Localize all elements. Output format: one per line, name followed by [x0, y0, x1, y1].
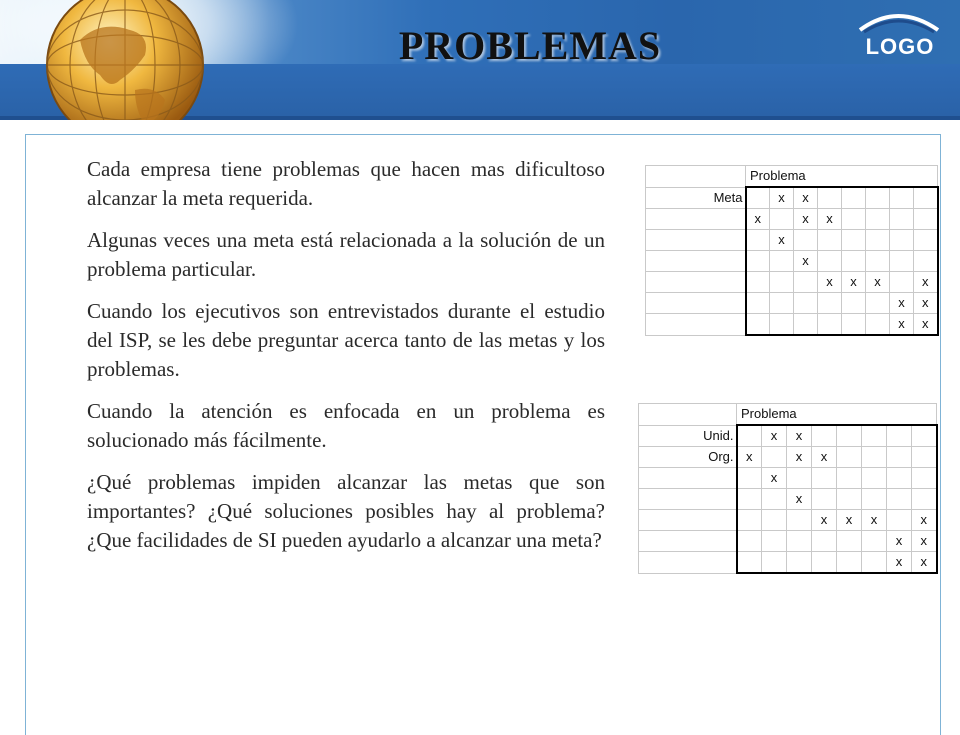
matrix-cell: x: [818, 209, 842, 230]
matrix-row: [639, 468, 937, 489]
matrix-cell: x: [914, 293, 938, 314]
matrix-row-label: [639, 552, 737, 574]
matrix-cell: [737, 489, 762, 510]
matrix-cell: x: [912, 510, 937, 531]
matrix-row-label: [639, 531, 737, 552]
matrix-cell: [862, 489, 887, 510]
matrix-cell: x: [787, 489, 812, 510]
matrix-cell: x: [866, 272, 890, 293]
matrix-cell: [887, 510, 912, 531]
paragraph-5: ¿Qué problemas impiden alcanzar las metas que son importantes? ¿Qué soluciones posibles hay al problema? ¿Que facilidades de SI pueden ayudarlo a alcanzar una meta?: [87, 470, 605, 552]
matrix-cell: [887, 468, 912, 489]
matrix-row-label: [646, 251, 746, 272]
matrix-cell: [762, 531, 787, 552]
matrix-cell: x: [912, 531, 937, 552]
matrix-cell: [866, 230, 890, 251]
matrix-cell: [818, 314, 842, 336]
matrix-cell: [862, 425, 887, 447]
matrix-cell: x: [794, 209, 818, 230]
matrix-cell: [862, 552, 887, 574]
matrix-cell: [914, 209, 938, 230]
matrix-row-label: [639, 489, 737, 510]
matrix-row-label: Meta: [646, 187, 746, 209]
matrix-cell: [770, 209, 794, 230]
matrix-cell: [866, 293, 890, 314]
matrix-row: [646, 251, 938, 272]
matrix-row-label: [646, 293, 746, 314]
matrix-cell: x: [770, 187, 794, 209]
matrix-cell: [866, 209, 890, 230]
matrix-row-label: [646, 314, 746, 336]
matrix-cell: x: [812, 447, 837, 468]
logo-text: LOGO: [865, 34, 935, 59]
matrix-cell: [837, 552, 862, 574]
matrix-row-label: [639, 510, 737, 531]
matrix-row-label: [646, 209, 746, 230]
matrix-cell: [746, 314, 770, 336]
matrix-row: [646, 187, 938, 209]
matrix-cell: [818, 187, 842, 209]
matrix-row-label: Unid.: [639, 425, 737, 447]
matrix-row: [639, 531, 937, 552]
paragraph-1: Cada empresa tiene problemas que hacen mas dificultoso alcanzar la meta requerida.: [87, 157, 605, 210]
matrix-cell: [912, 447, 937, 468]
matrix-cell: [787, 531, 812, 552]
matrix-row-label: Org.: [639, 447, 737, 468]
matrix-cell: [914, 187, 938, 209]
matrix-cell: x: [914, 314, 938, 336]
matrix-cell: [890, 272, 914, 293]
matrix-row-label: [646, 230, 746, 251]
matrix-cell: [837, 489, 862, 510]
matrix-row: [639, 425, 937, 447]
matrix-cell: [812, 531, 837, 552]
matrix-cell: x: [794, 187, 818, 209]
matrix-cell: x: [737, 447, 762, 468]
matrix-cell: [912, 468, 937, 489]
matrix-row: [646, 293, 938, 314]
matrix-cell: x: [914, 272, 938, 293]
matrix-cell: x: [812, 510, 837, 531]
matrix-row: [646, 314, 938, 336]
matrix-cell: [746, 272, 770, 293]
matrix-row: [639, 489, 937, 510]
matrix-cell: [890, 230, 914, 251]
matrix-cell: x: [762, 425, 787, 447]
matrix-cell: [812, 552, 837, 574]
matrix-cell: x: [890, 293, 914, 314]
matrix-cell: x: [887, 552, 912, 574]
paragraph-3: Cuando los ejecutivos son entrevistados durante el estudio del ISP, se les debe preguntar acerca tanto de las metas y los problemas.: [87, 299, 605, 381]
matrix-cell: x: [890, 314, 914, 336]
matrix-cell: x: [762, 468, 787, 489]
matrix-cell: [770, 251, 794, 272]
matrix-cell: [787, 468, 812, 489]
matrix-cell: [762, 489, 787, 510]
matrix-cell: [746, 230, 770, 251]
matrix-cell: [842, 293, 866, 314]
matrix-cell: [842, 230, 866, 251]
matrix-cell: [890, 209, 914, 230]
matrix-cell: [794, 230, 818, 251]
matrix-cell: [794, 272, 818, 293]
matrix-cell: [842, 251, 866, 272]
matrix-cell: [787, 552, 812, 574]
matrix-cell: x: [770, 230, 794, 251]
matrix-cell: [866, 251, 890, 272]
matrix-cell: [812, 425, 837, 447]
matrix-cell: [737, 552, 762, 574]
unit-problem-matrix: [638, 403, 938, 574]
matrix-cell: [837, 531, 862, 552]
matrix-cell: [866, 314, 890, 336]
matrix-cell: [737, 425, 762, 447]
matrix-cell: x: [746, 209, 770, 230]
matrix-cell: [887, 447, 912, 468]
matrix-cell: [862, 531, 887, 552]
goal-problem-matrix: [645, 165, 939, 336]
matrix-cell: [762, 510, 787, 531]
body-text: [87, 155, 605, 568]
paragraph-4: Cuando la atención es enfocada en un problema es solucionado más fácilmente.: [87, 399, 605, 452]
matrix-row: [646, 230, 938, 251]
matrix-cell: [762, 447, 787, 468]
matrix-cell: x: [787, 447, 812, 468]
matrix-cell: [737, 510, 762, 531]
matrix-row: [639, 552, 937, 574]
globe-icon: [40, 0, 210, 120]
matrix-cell: [818, 251, 842, 272]
matrix-cell: [866, 187, 890, 209]
matrix-cell: [746, 293, 770, 314]
matrix-cell: [794, 293, 818, 314]
matrix-cell: [746, 187, 770, 209]
slide-header: [0, 0, 960, 120]
matrix-header: Problema: [746, 166, 938, 188]
matrix-cell: [787, 510, 812, 531]
matrix-cell: [837, 468, 862, 489]
matrix-cell: [862, 447, 887, 468]
matrix-cell: [746, 251, 770, 272]
matrix-row: [639, 510, 937, 531]
matrix-cell: [762, 552, 787, 574]
matrix-cell: [914, 251, 938, 272]
matrix-cell: [837, 447, 862, 468]
matrix-header: Problema: [737, 404, 937, 426]
matrix-corner: [639, 404, 737, 426]
matrix-cell: [794, 314, 818, 336]
matrix-row: [646, 272, 938, 293]
matrix-cell: x: [794, 251, 818, 272]
matrix-cell: x: [818, 272, 842, 293]
matrix-cell: x: [862, 510, 887, 531]
matrix-cell: [890, 187, 914, 209]
matrix-cell: [912, 425, 937, 447]
matrix-cell: [770, 272, 794, 293]
matrix-row-label: [646, 272, 746, 293]
matrix-cell: [890, 251, 914, 272]
matrix-cell: [770, 293, 794, 314]
matrix-cell: [737, 531, 762, 552]
matrix-cell: x: [837, 510, 862, 531]
matrix-cell: x: [887, 531, 912, 552]
matrix-cell: [862, 468, 887, 489]
matrix-cell: [887, 425, 912, 447]
matrix-cell: [912, 489, 937, 510]
matrix-corner: [646, 166, 746, 188]
matrix-cell: [812, 468, 837, 489]
matrix-cell: [842, 314, 866, 336]
matrix-cell: [914, 230, 938, 251]
slide-title: PROBLEMAS: [398, 23, 662, 68]
matrix-cell: [737, 468, 762, 489]
matrix-row: [646, 209, 938, 230]
matrix-cell: [837, 425, 862, 447]
matrix-cell: [818, 230, 842, 251]
matrix-cell: [818, 293, 842, 314]
matrix-cell: x: [842, 272, 866, 293]
paragraph-2: Algunas veces una meta está relacionada a la solución de un problema particular.: [87, 228, 605, 281]
matrix-cell: x: [912, 552, 937, 574]
matrix-row: [639, 447, 937, 468]
matrix-cell: [887, 489, 912, 510]
matrix-cell: [812, 489, 837, 510]
matrix-cell: [842, 209, 866, 230]
matrix-cell: x: [787, 425, 812, 447]
matrix-cell: [842, 187, 866, 209]
matrix-row-label: [639, 468, 737, 489]
matrix-cell: [770, 314, 794, 336]
